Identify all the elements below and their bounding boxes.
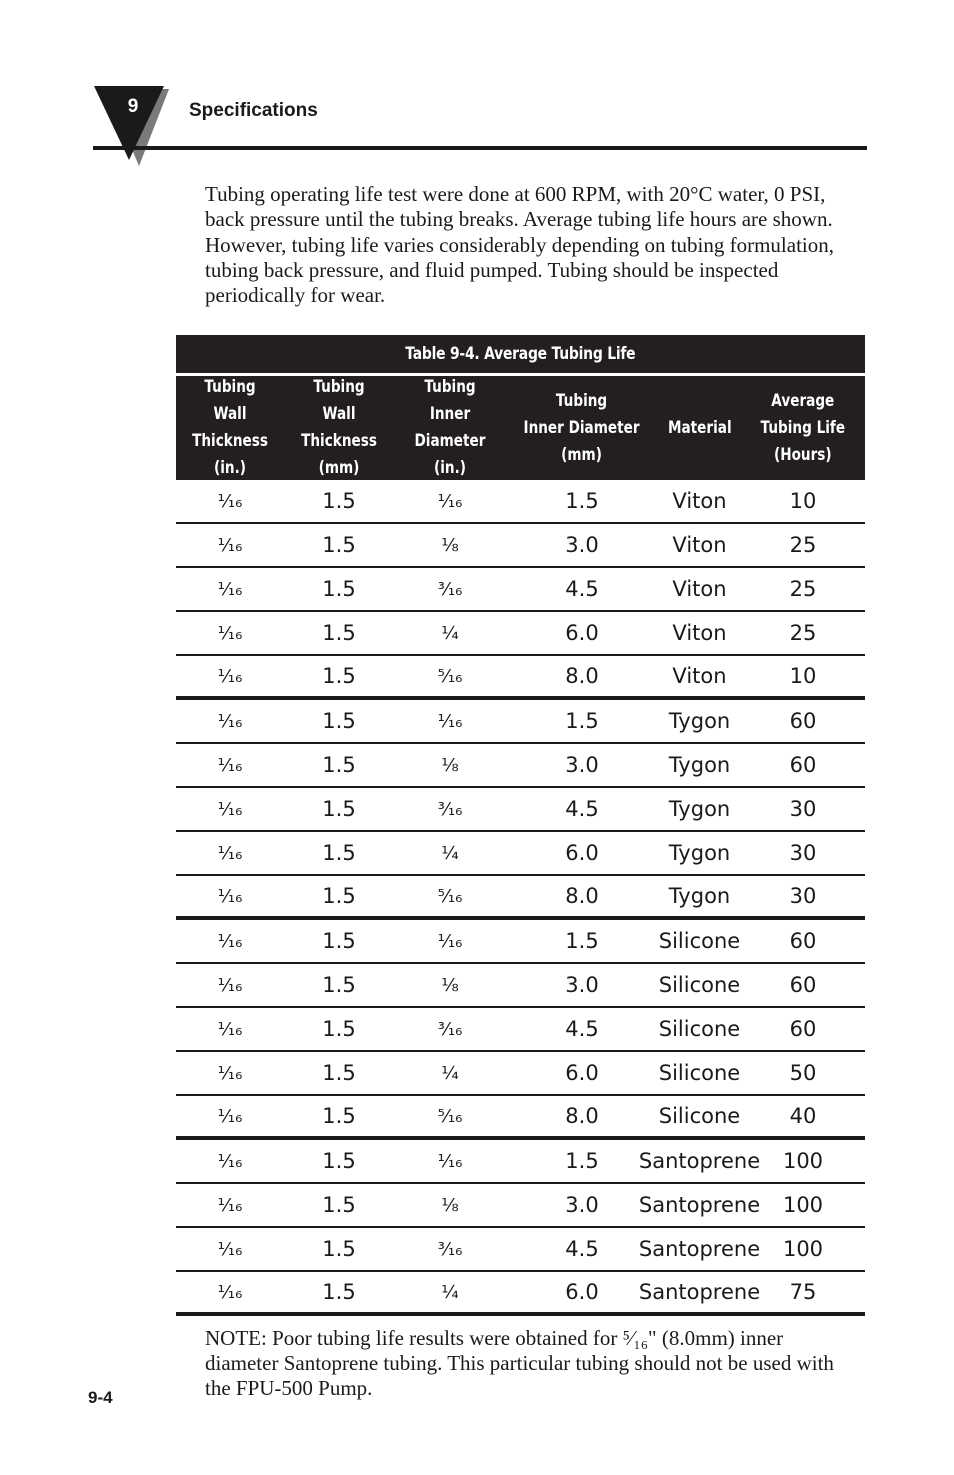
cell-wall-mm: 1.5 [322,1104,356,1128]
table-row [176,876,865,920]
cell-id-in: ⅛ [441,534,459,556]
cell-id-mm: 8.0 [565,884,599,908]
cell-life-hours: 60 [789,1017,817,1041]
cell-wall-in: ¹⁄₁₆ [217,885,243,907]
cell-wall-mm: 1.5 [322,577,356,601]
cell-wall-in: ¹⁄₁₆ [217,798,243,820]
page-number: 9-4 [88,1388,113,1407]
header-wall-thickness-in: Tubing Wall Thickness (in.) [192,377,268,478]
cell-material: Tygon [668,797,731,821]
cell-life-hours: 30 [789,797,817,821]
cell-id-mm: 4.5 [565,797,599,821]
cell-wall-mm: 1.5 [322,1149,356,1173]
note-paragraph: NOTE: Poor tubing life results were obtained for ⁵⁄₁₆" (8.0mm) inner diameter Santoprene tubing. This particular tubing should not be used with the FPU-500 Pump. [205,1326,834,1400]
cell-life-hours: 100 [782,1149,824,1173]
cell-id-mm: 6.0 [565,1061,599,1085]
cell-id-mm: 3.0 [565,973,599,997]
cell-wall-in: ¹⁄₁₆ [217,754,243,776]
cell-life-hours: 25 [789,577,817,601]
cell-material: Tygon [668,709,731,733]
table-row [176,1096,865,1140]
cell-id-in: ¹⁄₁₆ [437,1150,463,1172]
cell-material: Viton [672,489,727,513]
table-row [176,788,865,832]
table-row [176,1140,865,1184]
cell-wall-mm: 1.5 [322,973,356,997]
cell-id-in: ¹⁄₁₆ [437,710,463,732]
table-title: Table 9-4. Average Tubing Life [176,335,865,373]
cell-material: Santoprene [638,1149,761,1173]
cell-material: Silicone [658,1104,741,1128]
table-row [176,1228,865,1272]
header-rule [93,146,867,150]
cell-wall-mm: 1.5 [322,1280,356,1304]
cell-wall-mm: 1.5 [322,841,356,865]
cell-material: Viton [672,533,727,557]
cell-wall-mm: 1.5 [322,709,356,733]
cell-id-in: ⅛ [441,1194,459,1216]
cell-material: Santoprene [638,1237,761,1261]
cell-life-hours: 60 [789,929,817,953]
cell-wall-in: ¹⁄₁₆ [217,1194,243,1216]
cell-wall-in: ¹⁄₁₆ [217,1105,243,1127]
cell-life-hours: 75 [789,1280,817,1304]
table-row [176,1184,865,1228]
cell-material: Viton [672,577,727,601]
header-material: Material [667,417,732,438]
cell-id-mm: 6.0 [565,841,599,865]
cell-id-mm: 3.0 [565,753,599,777]
cell-wall-mm: 1.5 [322,753,356,777]
cell-material: Tygon [668,753,731,777]
cell-wall-mm: 1.5 [322,884,356,908]
cell-wall-mm: 1.5 [322,621,356,645]
cell-life-hours: 25 [789,621,817,645]
cell-id-mm: 8.0 [565,664,599,688]
section-title: Specifications [189,100,318,121]
cell-material: Silicone [658,1061,741,1085]
cell-wall-in: ¹⁄₁₆ [217,534,243,556]
cell-wall-in: ¹⁄₁₆ [217,1150,243,1172]
table-row [176,832,865,876]
cell-life-hours: 40 [789,1104,817,1128]
cell-wall-in: ¹⁄₁₆ [217,1062,243,1084]
cell-wall-in: ¹⁄₁₆ [217,930,243,952]
cell-id-in: ¹⁄₁₆ [437,930,463,952]
cell-id-mm: 4.5 [565,1017,599,1041]
cell-wall-in: ¹⁄₁₆ [217,490,243,512]
cell-id-mm: 6.0 [565,1280,599,1304]
table-row [176,568,865,612]
cell-wall-in: ¹⁄₁₆ [217,710,243,732]
cell-material: Santoprene [638,1280,761,1304]
table-row [176,612,865,656]
cell-material: Silicone [658,929,741,953]
cell-material: Tygon [668,841,731,865]
table-row [176,480,865,524]
cell-id-in: ³⁄₁₆ [437,798,463,820]
cell-id-in: ⁵⁄₁₆ [437,1105,463,1127]
cell-id-in: ⁵⁄₁₆ [437,665,463,687]
cell-id-mm: 4.5 [565,577,599,601]
cell-wall-in: ¹⁄₁₆ [217,1018,243,1040]
table-body [176,480,865,1316]
cell-material: Tygon [668,884,731,908]
cell-id-mm: 6.0 [565,621,599,645]
cell-id-in: ¼ [441,622,459,644]
cell-id-mm: 8.0 [565,1104,599,1128]
cell-life-hours: 100 [782,1193,824,1217]
cell-id-mm: 4.5 [565,1237,599,1261]
cell-id-in: ⅛ [441,754,459,776]
cell-wall-in: ¹⁄₁₆ [217,622,243,644]
cell-id-in: ³⁄₁₆ [437,1238,463,1260]
header-inner-diameter-in: Tubing Inner Diameter (in.) [414,377,486,478]
cell-wall-in: ¹⁄₁₆ [217,578,243,600]
header-average-life: Average Tubing Life (Hours) [760,390,846,465]
cell-id-in: ³⁄₁₆ [437,578,463,600]
cell-life-hours: 25 [789,533,817,557]
cell-id-in: ¹⁄₁₆ [437,490,463,512]
cell-id-mm: 1.5 [565,929,599,953]
cell-life-hours: 50 [789,1061,817,1085]
table-row [176,656,865,700]
cell-life-hours: 10 [789,664,817,688]
cell-wall-in: ¹⁄₁₆ [217,1281,243,1303]
cell-id-in: ¼ [441,1281,459,1303]
table-row [176,1008,865,1052]
cell-wall-in: ¹⁄₁₆ [217,974,243,996]
cell-wall-mm: 1.5 [322,1017,356,1041]
cell-life-hours: 60 [789,973,817,997]
cell-material: Santoprene [638,1193,761,1217]
tubing-life-table [176,335,865,1316]
cell-id-mm: 1.5 [565,709,599,733]
table-row [176,1272,865,1316]
cell-life-hours: 60 [789,709,817,733]
cell-wall-in: ¹⁄₁₆ [217,842,243,864]
cell-id-in: ⅛ [441,974,459,996]
cell-material: Silicone [658,973,741,997]
table-row [176,700,865,744]
cell-id-mm: 3.0 [565,1193,599,1217]
cell-material: Viton [672,664,727,688]
table-row [176,920,865,964]
table-row [176,1052,865,1096]
cell-material: Viton [672,621,727,645]
cell-wall-mm: 1.5 [322,1061,356,1085]
cell-wall-mm: 1.5 [322,1193,356,1217]
table-row [176,964,865,1008]
cell-life-hours: 10 [789,489,817,513]
cell-id-mm: 1.5 [565,489,599,513]
cell-wall-mm: 1.5 [322,664,356,688]
cell-life-hours: 100 [782,1237,824,1261]
cell-wall-in: ¹⁄₁₆ [217,665,243,687]
cell-id-in: ³⁄₁₆ [437,1018,463,1040]
cell-wall-mm: 1.5 [322,797,356,821]
cell-wall-in: ¹⁄₁₆ [217,1238,243,1260]
intro-paragraph: Tubing operating life test were done at 600 RPM, with 20°C water, 0 PSI, back pressure until the tubing breaks. Average tubing life hours are shown. However, tubing life varies considerably depending on tubing formulation, tubing back pressure, and fluid pumped. Tubing should be inspected periodically for wear. [205,182,835,308]
cell-wall-mm: 1.5 [322,1237,356,1261]
header-inner-diameter-mm: Tubing Inner Diameter (mm) [523,390,641,465]
cell-life-hours: 60 [789,753,817,777]
cell-id-in: ⁵⁄₁₆ [437,885,463,907]
chapter-number: 9 [127,96,139,117]
cell-id-mm: 3.0 [565,533,599,557]
cell-id-in: ¼ [441,842,459,864]
header-wall-thickness-mm: Tubing Wall Thickness (mm) [301,377,377,478]
cell-material: Silicone [658,1017,741,1041]
table-row [176,744,865,788]
cell-id-mm: 1.5 [565,1149,599,1173]
cell-life-hours: 30 [789,841,817,865]
cell-wall-mm: 1.5 [322,929,356,953]
table-row [176,524,865,568]
cell-wall-mm: 1.5 [322,533,356,557]
cell-wall-mm: 1.5 [322,489,356,513]
table-header-row [176,376,865,480]
cell-id-in: ¼ [441,1062,459,1084]
cell-life-hours: 30 [789,884,817,908]
